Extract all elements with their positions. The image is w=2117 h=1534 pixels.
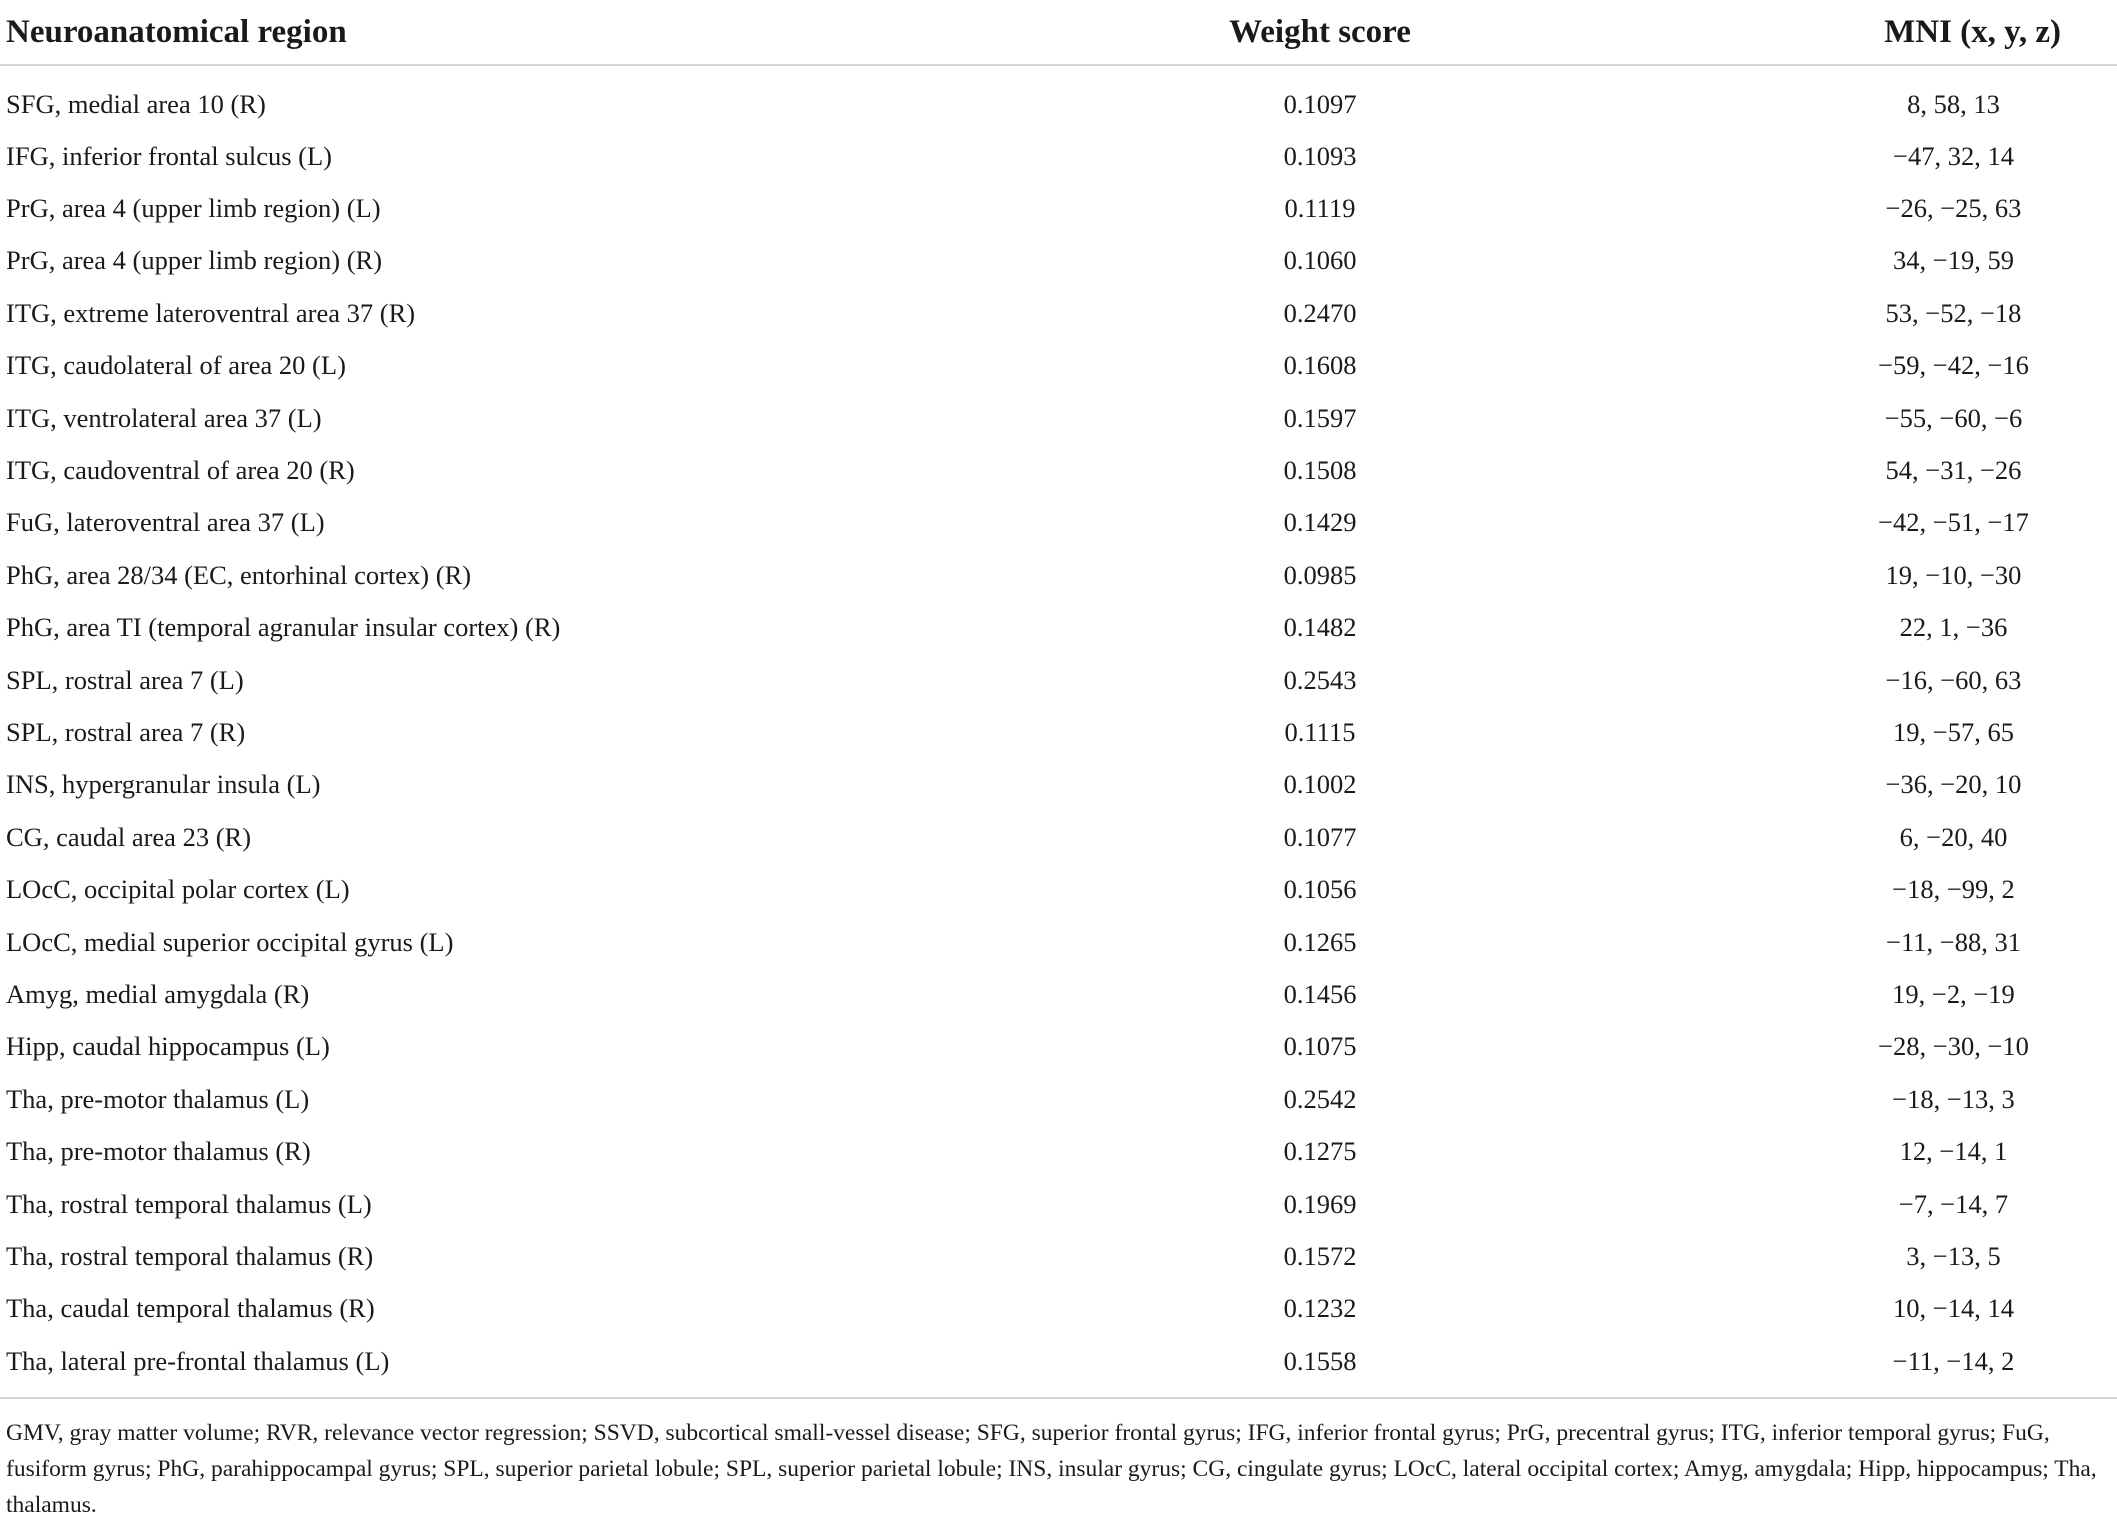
table-row bbox=[0, 287, 2117, 339]
table-header-row bbox=[0, 0, 2117, 65]
cell-region: Tha, caudal temporal thalamus (R) bbox=[6, 1293, 375, 1324]
cell-region: Tha, pre-motor thalamus (R) bbox=[6, 1136, 311, 1167]
cell-mni-coordinates: 22, 1, −36 bbox=[1899, 612, 2008, 643]
cell-weight-score: 0.1119 bbox=[1284, 193, 1356, 224]
cell-region: ITG, extreme lateroventral area 37 (R) bbox=[6, 297, 416, 328]
cell-weight-score: 0.1232 bbox=[1283, 1293, 1357, 1324]
column-header-weight: Weight score bbox=[1020, 0, 1420, 65]
table-row bbox=[0, 1335, 2117, 1398]
table-row bbox=[0, 130, 2117, 182]
cell-weight-score: 0.1275 bbox=[1283, 1136, 1357, 1167]
table-row bbox=[0, 863, 2117, 915]
cell-region: INS, hypergranular insula (L) bbox=[6, 769, 321, 800]
column-header-region: Neuroanatomical region bbox=[0, 0, 1020, 65]
cell-mni-coordinates: 6, −20, 40 bbox=[1899, 821, 2008, 852]
cell-region: PrG, area 4 (upper limb region) (L) bbox=[6, 193, 381, 224]
cell-mni-coordinates: −42, −51, −17 bbox=[1878, 507, 2029, 538]
cell-weight-score: 0.1597 bbox=[1283, 402, 1357, 433]
cell-mni-coordinates: 10, −14, 14 bbox=[1893, 1293, 2014, 1324]
cell-mni-coordinates: 12, −14, 1 bbox=[1899, 1136, 2008, 1167]
cell-weight-score: 0.1075 bbox=[1283, 1031, 1357, 1062]
cell-region: LOcC, occipital polar cortex (L) bbox=[6, 874, 350, 905]
cell-mni-coordinates: −55, −60, −6 bbox=[1884, 402, 2023, 433]
cell-mni-coordinates: −11, −88, 31 bbox=[1886, 926, 2021, 957]
cell-weight-score: 0.2542 bbox=[1283, 1083, 1357, 1114]
table-row bbox=[0, 1021, 2117, 1073]
table-row bbox=[0, 916, 2117, 968]
cell-region: SFG, medial area 10 (R) bbox=[6, 88, 266, 119]
cell-weight-score: 0.1558 bbox=[1020, 1335, 1420, 1398]
cell-weight-score: 0.1056 bbox=[1283, 874, 1357, 905]
table-row bbox=[0, 497, 2117, 549]
cell-region: PhG, area 28/34 (EC, entorhinal cortex) (R) bbox=[6, 559, 472, 590]
cell-weight-score: 0.1969 bbox=[1283, 1188, 1357, 1219]
cell-weight-score: 0.2543 bbox=[1283, 664, 1357, 695]
table-row bbox=[0, 1073, 2117, 1125]
table-row bbox=[0, 182, 2117, 234]
cell-mni-coordinates: 19, −57, 65 bbox=[1893, 716, 2014, 747]
cell-region: Tha, rostral temporal thalamus (L) bbox=[6, 1188, 372, 1219]
cell-region: CG, caudal area 23 (R) bbox=[6, 821, 252, 852]
cell-mni-coordinates: 53, −52, −18 bbox=[1885, 297, 2022, 328]
table-row bbox=[0, 654, 2117, 706]
cell-weight-score: 0.1077 bbox=[1283, 821, 1357, 852]
cell-mni-coordinates: −7, −14, 7 bbox=[1898, 1188, 2009, 1219]
table-body bbox=[0, 65, 2117, 1398]
cell-weight-score: 0.1097 bbox=[1283, 88, 1357, 119]
cell-weight-score: 0.0985 bbox=[1283, 559, 1357, 590]
cell-region: Tha, pre-motor thalamus (L) bbox=[6, 1083, 310, 1114]
cell-mni-coordinates: 19, −10, −30 bbox=[1885, 559, 2022, 590]
table-row bbox=[0, 444, 2117, 496]
table-row bbox=[0, 235, 2117, 287]
cell-region: ITG, caudoventral of area 20 (R) bbox=[6, 455, 355, 486]
table-row bbox=[0, 968, 2117, 1020]
cell-region: PrG, area 4 (upper limb region) (R) bbox=[6, 245, 383, 276]
cell-region: FuG, lateroventral area 37 (L) bbox=[6, 507, 325, 538]
cell-weight-score: 0.1002 bbox=[1283, 769, 1357, 800]
cell-weight-score: 0.1608 bbox=[1283, 350, 1357, 381]
table-row bbox=[0, 1230, 2117, 1282]
cell-weight-score: 0.2470 bbox=[1283, 297, 1357, 328]
cell-mni-coordinates: −18, −99, 2 bbox=[1892, 874, 2015, 905]
cell-mni-coordinates: −18, −13, 3 bbox=[1892, 1083, 2015, 1114]
cell-mni-coordinates: 3, −13, 5 bbox=[1906, 1240, 2001, 1271]
table-row bbox=[0, 759, 2117, 811]
cell-mni-coordinates: 19, −2, −19 bbox=[1892, 978, 2015, 1009]
table-row bbox=[0, 811, 2117, 863]
cell-region: Hipp, caudal hippocampus (L) bbox=[6, 1031, 330, 1062]
cell-mni-coordinates: −28, −30, −10 bbox=[1878, 1031, 2029, 1062]
column-header-mni: MNI (x, y, z) bbox=[1420, 0, 2117, 65]
table-row bbox=[0, 1283, 2117, 1335]
cell-weight-score: 0.1115 bbox=[1284, 716, 1356, 747]
table-row bbox=[0, 1178, 2117, 1230]
cell-weight-score: 0.1482 bbox=[1283, 612, 1357, 643]
cell-region: Amyg, medial amygdala (R) bbox=[6, 978, 310, 1009]
cell-mni-coordinates: −59, −42, −16 bbox=[1878, 350, 2029, 381]
cell-mni-coordinates: −16, −60, 63 bbox=[1885, 664, 2022, 695]
cell-mni-coordinates: −47, 32, 14 bbox=[1893, 140, 2014, 171]
cell-weight-score: 0.1093 bbox=[1283, 140, 1357, 171]
cell-mni-coordinates: 8, 58, 13 bbox=[1907, 88, 2000, 119]
cell-region: Tha, rostral temporal thalamus (R) bbox=[6, 1240, 374, 1271]
cell-region: IFG, inferior frontal sulcus (L) bbox=[6, 140, 333, 171]
cell-weight-score: 0.1265 bbox=[1283, 926, 1357, 957]
cell-weight-score: 0.1572 bbox=[1283, 1240, 1357, 1271]
cell-mni-coordinates: −26, −25, 63 bbox=[1885, 193, 2022, 224]
cell-weight-score: 0.1508 bbox=[1283, 455, 1357, 486]
table-row bbox=[0, 602, 2117, 654]
cell-mni-coordinates: 54, −31, −26 bbox=[1885, 455, 2022, 486]
cell-region: LOcC, medial superior occipital gyrus (L) bbox=[6, 926, 454, 957]
cell-weight-score: 0.1060 bbox=[1283, 245, 1357, 276]
table-row bbox=[0, 392, 2117, 444]
table-row bbox=[0, 1125, 2117, 1177]
table-row bbox=[0, 706, 2117, 758]
cell-weight-score: 0.1429 bbox=[1283, 507, 1357, 538]
cell-mni-coordinates: −11, −14, 2 bbox=[1420, 1335, 2117, 1398]
cell-region: SPL, rostral area 7 (L) bbox=[6, 664, 244, 695]
cell-region: SPL, rostral area 7 (R) bbox=[6, 716, 246, 747]
cell-region: Tha, lateral pre-frontal thalamus (L) bbox=[0, 1335, 1020, 1398]
cell-region: PhG, area TI (temporal agranular insular cortex) (R) bbox=[6, 612, 561, 643]
cell-mni-coordinates: 34, −19, 59 bbox=[1893, 245, 2014, 276]
table-row bbox=[0, 340, 2117, 392]
cell-weight-score: 0.1456 bbox=[1283, 978, 1357, 1009]
table-row bbox=[0, 549, 2117, 601]
cell-region: ITG, ventrolateral area 37 (L) bbox=[6, 402, 322, 433]
table-footnote: GMV, gray matter volume; RVR, relevance vector regression; SSVD, subcortical small-vessel disease; SFG, superior frontal gyrus; IFG, inferior frontal gyrus; PrG, precentral gyrus; ITG, inferior temporal gyrus; FuG, fusiform gyrus; PhG, parahippocampal gyrus; SPL, superior parietal lobule; SPL, superior parietal lobule; INS, insular gyrus; CG, cingulate gyrus; LOcC, lateral occipital cortex; Amyg, amygdala; Hipp, hippocampus; Tha, thalamus. bbox=[6, 1420, 2097, 1518]
cell-region: ITG, caudolateral of area 20 (L) bbox=[6, 350, 346, 381]
cell-mni-coordinates: −36, −20, 10 bbox=[1885, 769, 2022, 800]
table-row bbox=[0, 65, 2117, 130]
